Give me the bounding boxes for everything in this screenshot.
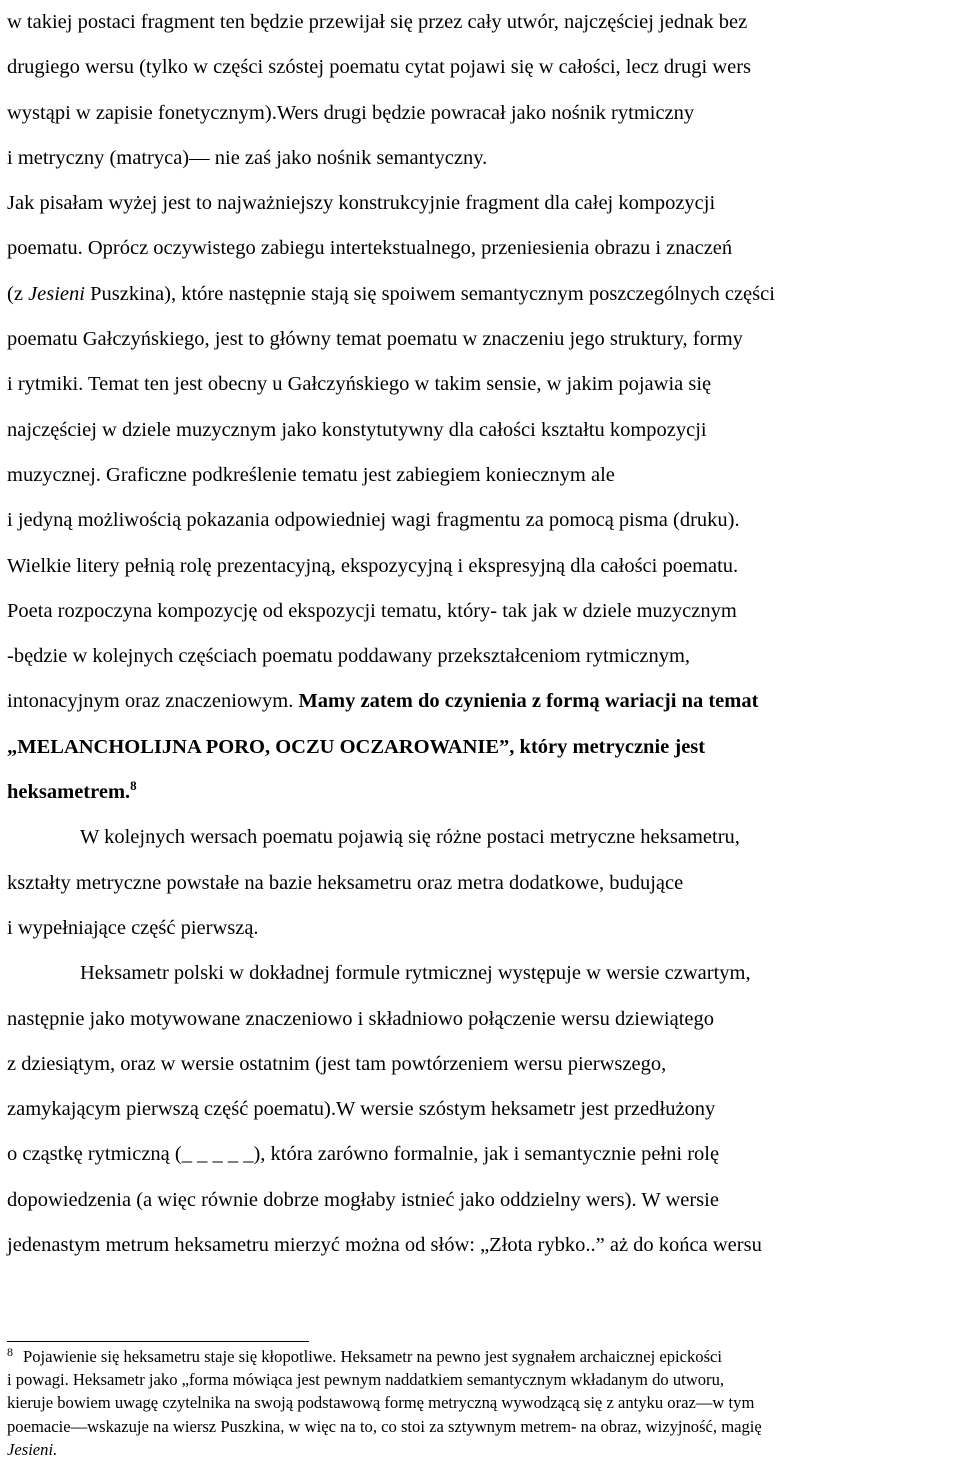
- footnote-line: kieruje bowiem uwagę czytelnika na swoją podstawową formę metryczną wywodzącą się z antyku oraz—w tym: [7, 1393, 755, 1413]
- text-line: Wielkie litery pełnią rolę prezentacyjną, ekspozycyjną i ekspresyjną dla całości poematu.: [7, 554, 739, 577]
- text-line: i jedyną możliwością pokazania odpowiedniej wagi fragmentu za pomocą pisma (druku).: [7, 509, 740, 532]
- footnote-line: [7, 1345, 952, 1368]
- bold-text: heksametrem.: [7, 781, 131, 804]
- text-segment: (z: [7, 282, 29, 305]
- footnote-number: 8: [7, 1345, 13, 1359]
- text-line-indented: W kolejnych wersach poematu pojawią się różne postaci metryczne heksametru,: [80, 826, 740, 849]
- footnote: [7, 1345, 952, 1461]
- body-text: [7, 0, 952, 1268]
- text-line: następnie jako motywowane znaczeniowo i składniowo połączenie wersu dziewiątego: [7, 1007, 714, 1030]
- text-line: w takiej postaci fragment ten będzie przewijał się przez cały utwór, najczęściej jednak bez: [7, 11, 748, 33]
- text-line: z dziesiątym, oraz w wersie ostatnim (jest tam powtórzeniem wersu pierwszego,: [7, 1052, 667, 1075]
- text-line: [7, 272, 952, 317]
- footnote-line: Jesieni.: [7, 1439, 58, 1459]
- text-line-indented: Heksametr polski w dokładnej formule rytmicznej występuje w wersie czwartym,: [80, 962, 751, 985]
- italic-title: Jesieni: [28, 282, 85, 305]
- footnote-reference[interactable]: 8: [130, 778, 137, 794]
- footnote-line: i powagi. Heksametr jako „forma mówiąca jest pewnym naddatkiem semantycznym wkładanym do utworu,: [7, 1370, 725, 1390]
- text-line: [7, 679, 952, 724]
- text-line: i rytmiki. Temat ten jest obecny u Gałczyńskiego w takim sensie, w jakim pojawia się: [7, 373, 712, 396]
- text-line: i wypełniające część pierwszą.: [7, 916, 259, 939]
- text-line: Poeta rozpoczyna kompozycję od ekspozycji tematu, który- tak jak w dziele muzycznym: [7, 599, 737, 622]
- text-line: jedenastym metrum heksametru mierzyć można od słów: „Złota rybko..” aż do końca wersu: [7, 1234, 762, 1257]
- text-line: i metryczny (matryca)— nie zaś jako nośnik semantyczny.: [7, 146, 488, 169]
- text-line: o cząstkę rytmiczną (_ _ _ _ _), która zarówno formalnie, jak i semantycznie pełni rolę: [7, 1143, 720, 1166]
- text-line: dopowiedzenia (a więc równie dobrze mogłaby istnieć jako oddzielny wers). W wersie: [7, 1188, 719, 1211]
- bold-text: Mamy zatem do czynienia z formą wariacji na temat: [298, 690, 759, 713]
- text-line: poematu. Oprócz oczywistego zabiegu intertekstualnego, przeniesienia obrazu i znaczeń: [7, 237, 733, 260]
- footnote-separator: [7, 1341, 309, 1342]
- text-line: kształty metryczne powstałe na bazie heksametru oraz metra dodatkowe, budujące: [7, 871, 684, 894]
- footnote-line: poemacie—wskazuje na wiersz Puszkina, w więc na to, co stoi za sztywnym metrem- na obraz, wizyjność, magię: [7, 1416, 762, 1436]
- text-line: poematu Gałczyńskiego, jest to główny temat poematu w znaczeniu jego struktury, formy: [7, 328, 743, 351]
- text-line: muzycznej. Graficzne podkreślenie tematu jest zabiegiem koniecznym ale: [7, 463, 615, 486]
- text-line: drugiego wersu (tylko w części szóstej poematu cytat pojawi się w całości, lecz drugi wers: [7, 56, 752, 79]
- text-line: Jak pisałam wyżej jest to najważniejszy konstrukcyjnie fragment dla całej kompozycji: [7, 192, 716, 215]
- text-line: wystąpi w zapisie fonetycznym).Wers drugi będzie powracał jako nośnik rytmiczny: [7, 101, 695, 124]
- text-line: zamykającym pierwszą część poematu).W wersie szóstym heksametr jest przedłużony: [7, 1098, 716, 1121]
- footnote-text: Pojawienie się heksametru staje się kłopotliwe. Heksametr na pewno jest sygnałem archaicznej epickości: [23, 1347, 723, 1366]
- text-segment: Puszkina), które następnie stają się spoiwem semantycznym poszczególnych części: [84, 282, 775, 305]
- bold-text-line: [7, 770, 952, 815]
- bold-text-line: „MELANCHOLIJNA PORO, OCZU OCZAROWANIE”, który metrycznie jest: [7, 735, 706, 758]
- text-line: -będzie w kolejnych częściach poematu poddawany przekształceniom rytmicznym,: [7, 645, 691, 668]
- text-segment: intonacyjnym oraz znaczeniowym.: [7, 690, 299, 713]
- text-line: najczęściej w dziele muzycznym jako konstytutywny dla całości kształtu kompozycji: [7, 418, 707, 441]
